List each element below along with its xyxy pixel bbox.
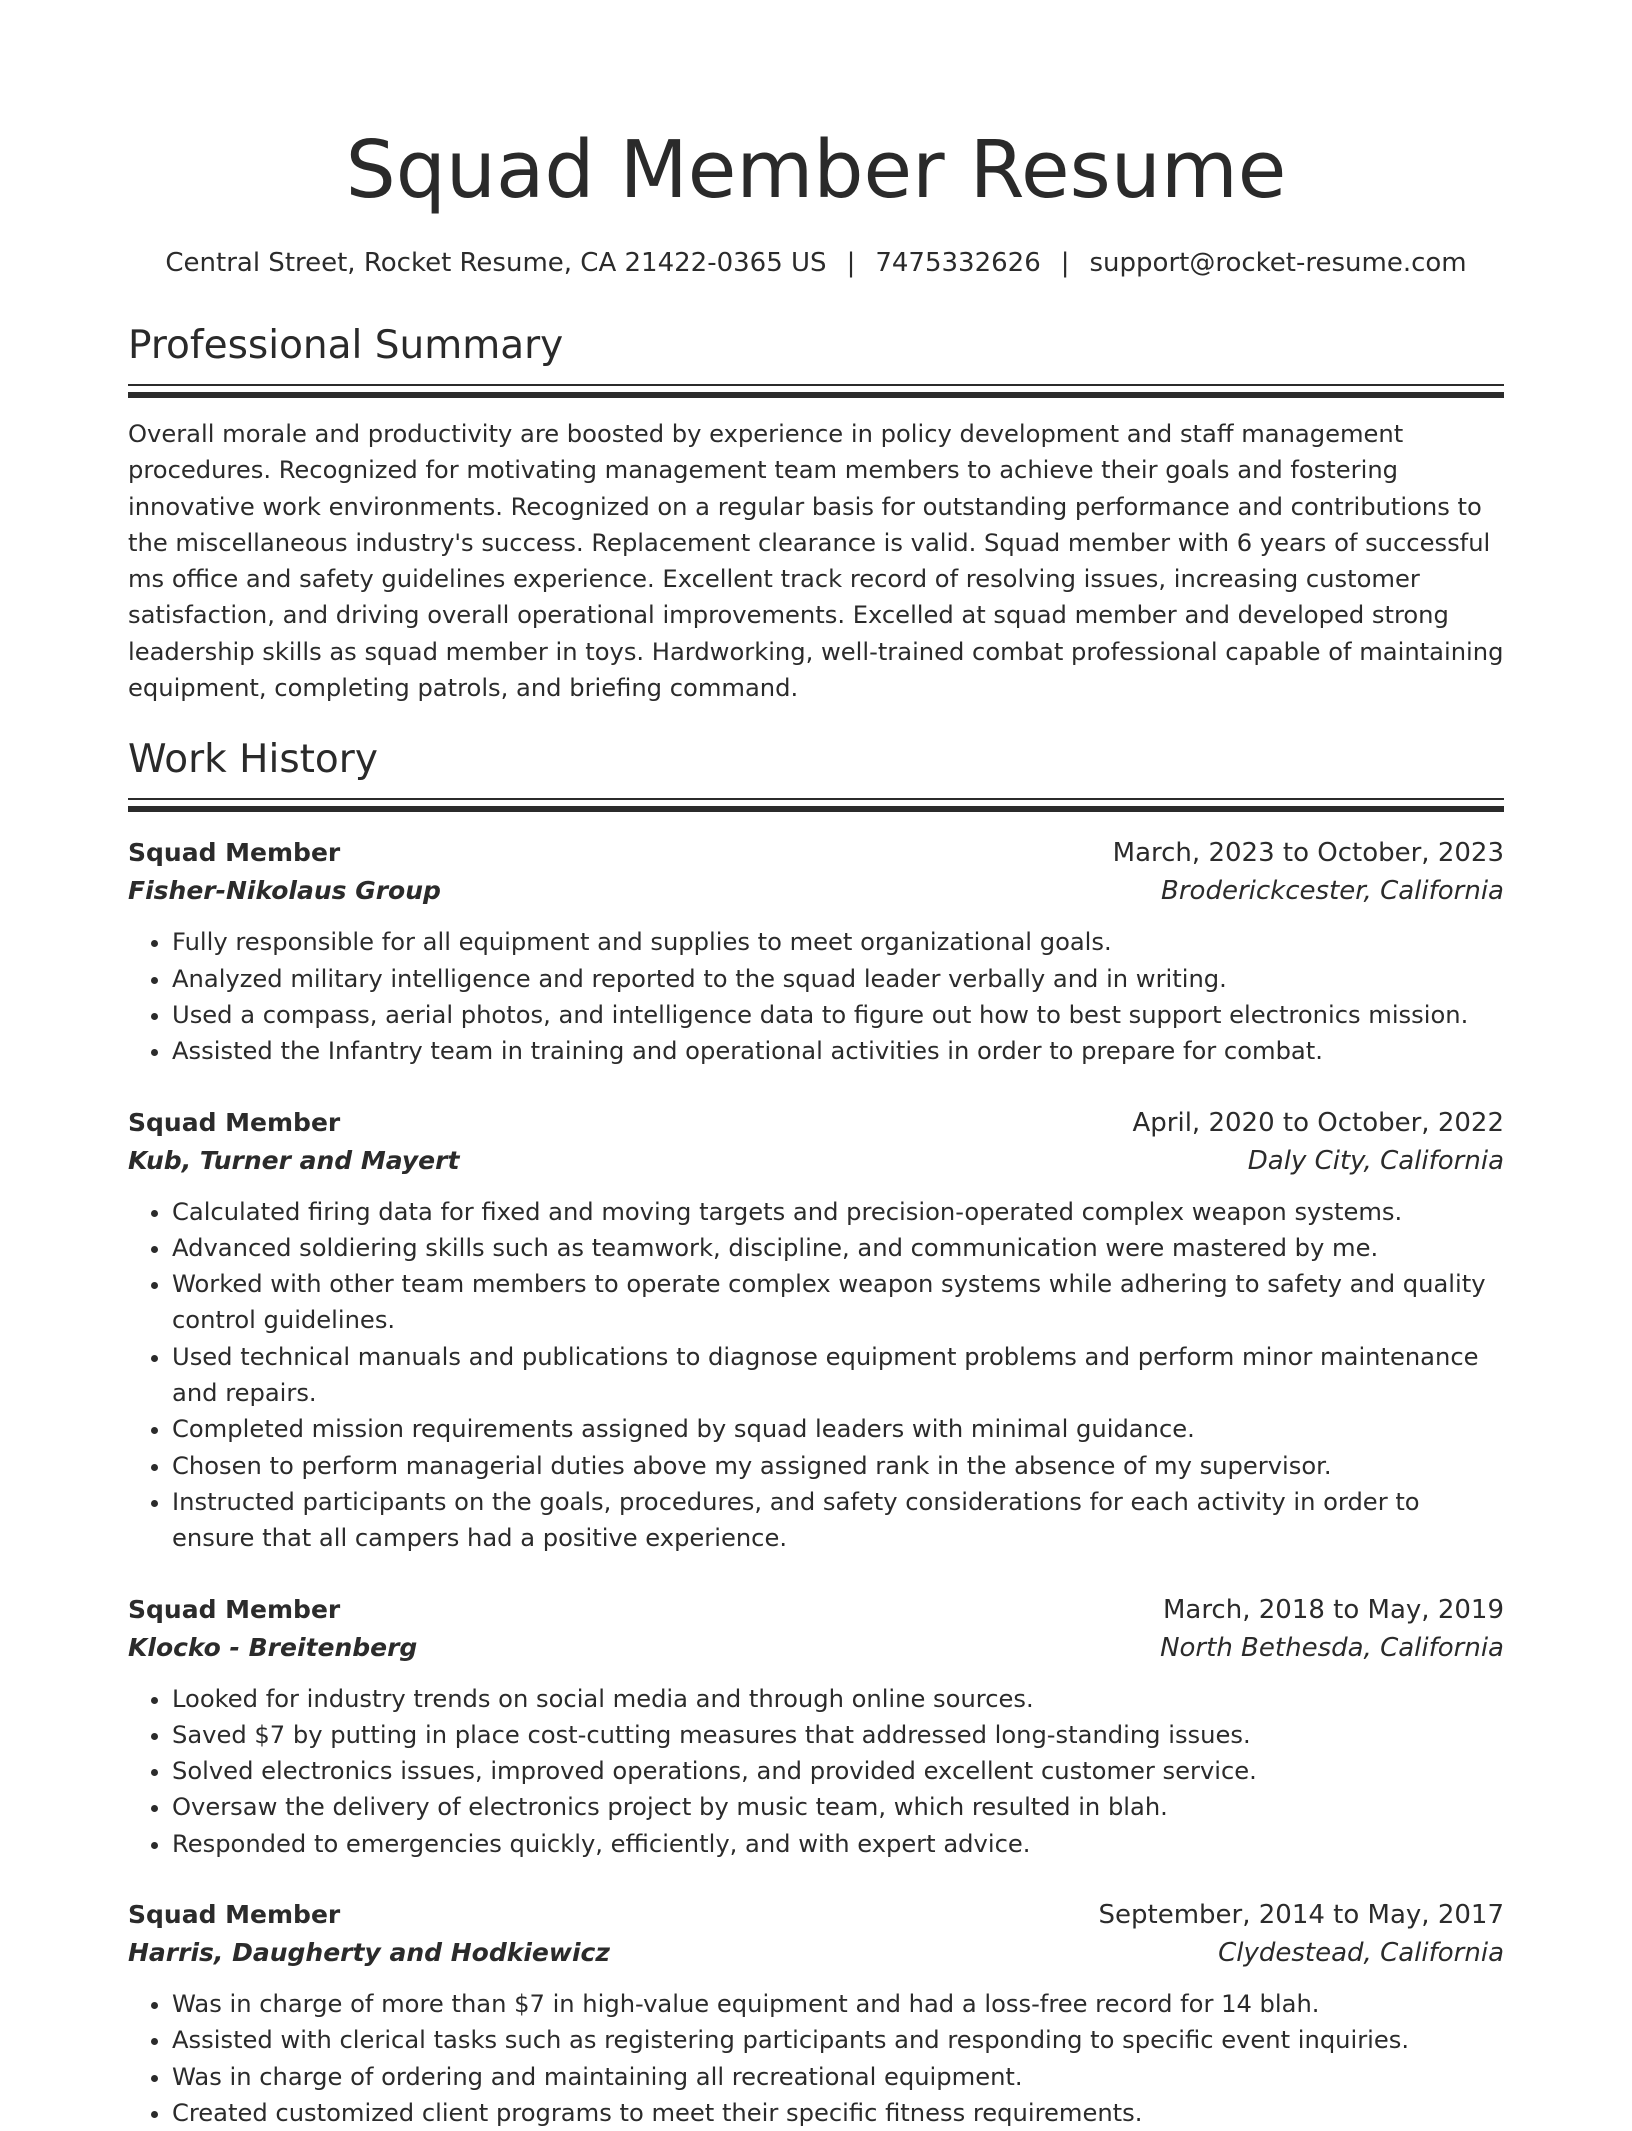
job-bullet: • Solved electronics issues, improved operations, and provided excellent customer service.: [172, 1753, 1504, 1789]
contact-phone: 7475332626: [875, 248, 1041, 278]
job-company: Harris, Daugherty and Hodkiewicz: [128, 1938, 610, 1968]
job-entry: [128, 1104, 1504, 1557]
section-divider: [128, 798, 1504, 812]
job-dates: September, 2014 to May, 2017: [1098, 1900, 1504, 1931]
contact-separator: |: [846, 248, 856, 278]
job-bullets: [128, 1986, 1504, 2131]
job-bullets: [128, 924, 1504, 1069]
job-bullet: • Fully responsible for all equipment and supplies to meet organizational goals.: [172, 924, 1504, 960]
job-title: Squad Member: [128, 1107, 341, 1137]
contact-address: Central Street, Rocket Resume, CA 21422-0365 US: [165, 248, 827, 278]
section-heading: Professional Summary: [128, 323, 564, 368]
job-entry: [128, 1591, 1504, 1862]
job-bullet: • Assisted with clerical tasks such as registering participants and responding to specific event inquiries.: [172, 2022, 1504, 2058]
job-header-row: [128, 834, 1504, 872]
job-header-row: [128, 1896, 1504, 1934]
job-bullet: • Was in charge of ordering and maintaining all recreational equipment.: [172, 2059, 1504, 2095]
job-dates: March, 2018 to May, 2019: [1162, 1594, 1504, 1625]
job-company: Fisher-Nikolaus Group: [128, 876, 441, 906]
job-bullet: • Used a compass, aerial photos, and intelligence data to figure out how to best support electronics mission.: [172, 997, 1504, 1033]
professional-summary-section: [128, 322, 1504, 706]
job-company-row: [128, 872, 1504, 910]
job-header-row: [128, 1591, 1504, 1629]
job-entry: [128, 834, 1504, 1069]
job-company: Kub, Turner and Mayert: [128, 1145, 460, 1175]
section-heading: Work History: [128, 737, 378, 783]
job-bullet: • Advanced soldiering skills such as teamwork, discipline, and communication were mastered by me.: [172, 1230, 1504, 1266]
job-dates: March, 2023 to October, 2023: [1112, 838, 1504, 869]
job-bullet: • Completed mission requirements assigned by squad leaders with minimal guidance.: [172, 1411, 1504, 1447]
job-bullet: • Created customized client programs to meet their specific fitness requirements.: [172, 2095, 1504, 2131]
job-location: North Bethesda, California: [1160, 1632, 1504, 1663]
job-bullet: • Assisted the Infantry team in training and operational activities in order to prepare for combat.: [172, 1033, 1504, 1069]
job-title: Squad Member: [128, 838, 341, 868]
section-divider: [128, 384, 1504, 398]
job-bullet: • Calculated firing data for fixed and moving targets and precision-operated complex weapon systems.: [172, 1194, 1504, 1230]
job-bullet: • Responded to emergencies quickly, efficiently, and with expert advice.: [172, 1826, 1504, 1862]
job-dates: April, 2020 to October, 2022: [1132, 1107, 1504, 1138]
job-company: Klocko - Breitenberg: [128, 1632, 418, 1662]
job-bullet: • Looked for industry trends on social media and through online sources.: [172, 1681, 1504, 1717]
job-company-row: [128, 1934, 1504, 1972]
job-location: Daly City, California: [1247, 1145, 1504, 1176]
job-entry: [128, 1896, 1504, 2131]
job-title: Squad Member: [128, 1900, 341, 1930]
summary-text: Overall morale and productivity are boosted by experience in policy development and staff management procedures. Recognized for motivating management team members to achieve their goals and fostering innovative work environments. Recognized on a regular basis for outstanding performance and contributions to the miscellaneous industry's success. Replacement clearance is valid. Squad member with 6 years of successful ms office and safety guidelines experience. Excellent track record of resolving issues, increasing customer satisfaction, and driving overall operational improvements. Excelled at squad member and developed strong leadership skills as squad member in toys. Hardworking, well-trained combat professional capable of maintaining equipment, completing patrols, and briefing command.: [128, 420, 1504, 703]
work-history-section: [128, 736, 1504, 2131]
job-location: Clydestead, California: [1218, 1938, 1504, 1969]
job-bullet: • Oversaw the delivery of electronics project by music team, which resulted in blah.: [172, 1789, 1504, 1825]
job-bullet: • Analyzed military intelligence and reported to the squad leader verbally and in writing.: [172, 961, 1504, 997]
job-bullet: • Was in charge of more than $7 in high-value equipment and had a loss-free record for 14 blah.: [172, 1986, 1504, 2022]
contact-separator: |: [1060, 248, 1070, 278]
contact-email: support@rocket-resume.com: [1089, 248, 1467, 278]
job-bullet: • Instructed participants on the goals, procedures, and safety considerations for each activity in order to ensure that all campers had a positive experience.: [172, 1484, 1504, 1557]
page-title: Squad Member Resume: [345, 124, 1287, 216]
job-header-row: [128, 1104, 1504, 1142]
job-company-row: [128, 1142, 1504, 1180]
job-bullet: • Saved $7 by putting in place cost-cutting measures that addressed long-standing issues.: [172, 1717, 1504, 1753]
contact-line: [128, 246, 1504, 280]
job-bullets: [128, 1194, 1504, 1557]
job-bullet: • Worked with other team members to operate complex weapon systems while adhering to safety and quality control guidelines.: [172, 1266, 1504, 1339]
job-company-row: [128, 1629, 1504, 1667]
job-location: Broderickcester, California: [1161, 876, 1504, 907]
job-bullets: [128, 1681, 1504, 1862]
job-bullet: • Chosen to perform managerial duties above my assigned rank in the absence of my supervisor.: [172, 1448, 1504, 1484]
job-title: Squad Member: [128, 1594, 341, 1624]
job-bullet: • Used technical manuals and publications to diagnose equipment problems and perform minor maintenance and repairs.: [172, 1339, 1504, 1412]
